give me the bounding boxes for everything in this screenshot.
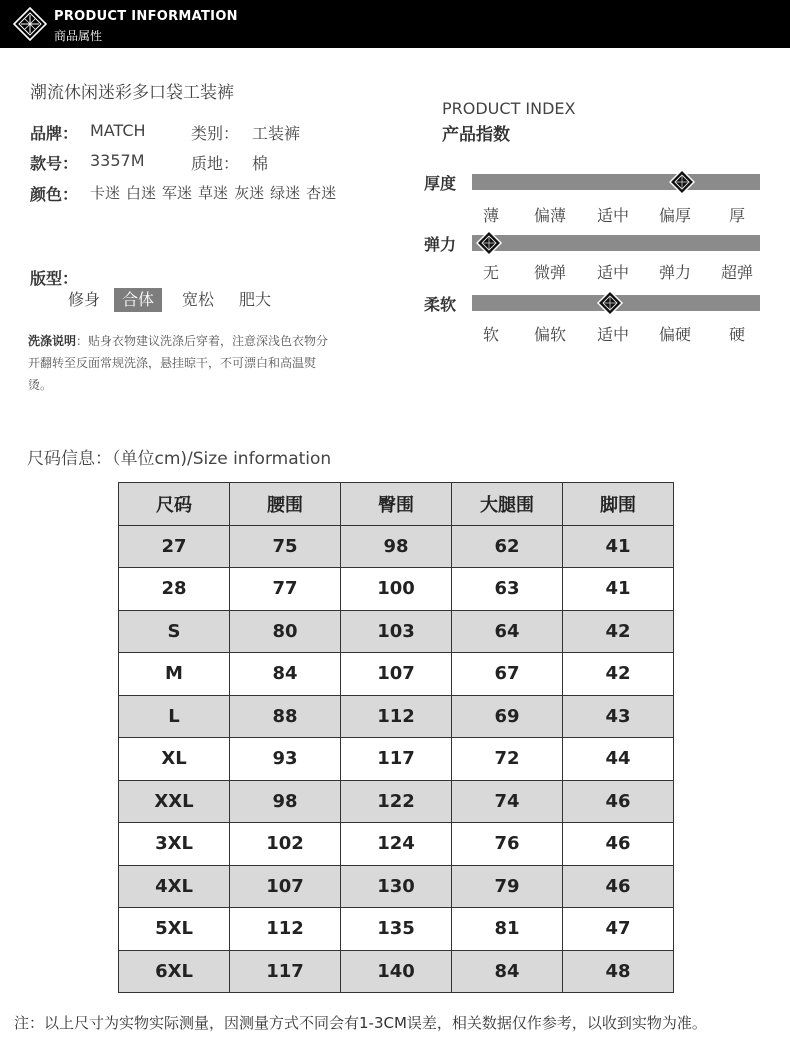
cell-thigh: 63 <box>452 568 563 611</box>
color-option: 草迷 <box>198 184 229 202</box>
cell-waist: 107 <box>230 865 341 908</box>
cell-waist: 88 <box>230 695 341 738</box>
index-tick-softness: 偏软 <box>533 325 566 344</box>
index-tick-softness: 硬 <box>728 325 745 344</box>
style-no-value: 3357M <box>90 151 145 170</box>
cell-thigh: 72 <box>452 738 563 781</box>
cell-leg-opening: 46 <box>563 865 674 908</box>
material-value: 棉 <box>252 154 269 173</box>
cell-thigh: 76 <box>452 823 563 866</box>
cell-leg-opening: 46 <box>563 823 674 866</box>
brand-value: MATCH <box>90 121 146 140</box>
cell-waist: 77 <box>230 568 341 611</box>
product-title: 潮流休闲迷彩多口袋工装裤 <box>30 83 234 103</box>
cell-waist: 84 <box>230 653 341 696</box>
cell-size: XXL <box>119 780 230 823</box>
color-option: 卡迷 <box>90 184 121 202</box>
index-tick-softness: 软 <box>482 325 499 344</box>
cell-thigh: 74 <box>452 780 563 823</box>
cell-hip: 100 <box>341 568 452 611</box>
cell-hip: 103 <box>341 610 452 653</box>
brand-label: 品牌： <box>30 124 79 143</box>
cell-hip: 124 <box>341 823 452 866</box>
cell-thigh: 69 <box>452 695 563 738</box>
care-text: ：贴身衣物建议洗涤后穿着，注意深浅色衣物分开翻转至反面常规洗涤，悬挂晾干，不可漂白和高温熨烫。 <box>28 334 329 392</box>
cell-size: 3XL <box>119 823 230 866</box>
index-label-elasticity: 弹力 <box>424 235 457 254</box>
size-table <box>118 482 674 993</box>
cell-thigh: 84 <box>452 950 563 993</box>
index-tick-softness: 适中 <box>596 325 629 344</box>
product-index-title-en: PRODUCT INDEX <box>442 99 576 118</box>
fit-option-oversize: 肥大 <box>239 290 272 309</box>
size-table-header-row <box>119 483 674 526</box>
index-tick-thickness: 适中 <box>596 206 629 225</box>
cell-hip: 117 <box>341 738 452 781</box>
cell-leg-opening: 48 <box>563 950 674 993</box>
table-row <box>119 738 674 781</box>
cell-thigh: 67 <box>452 653 563 696</box>
color-option: 灰迷 <box>234 184 265 202</box>
cell-size: L <box>119 695 230 738</box>
cell-waist: 112 <box>230 908 341 951</box>
care-title: 洗涤说明 <box>28 334 77 348</box>
size-info-title: 尺码信息：（单位cm)/Size information <box>27 449 332 469</box>
cell-thigh: 64 <box>452 610 563 653</box>
fit-option-regular-selected: 合体 <box>114 288 162 312</box>
cell-leg-opening: 42 <box>563 610 674 653</box>
header-size: 尺码 <box>119 483 230 526</box>
cell-thigh: 79 <box>452 865 563 908</box>
cell-hip: 98 <box>341 525 452 568</box>
header-thigh: 大腿围 <box>452 483 563 526</box>
cell-hip: 122 <box>341 780 452 823</box>
brand-logo-icon <box>13 7 47 41</box>
index-tick-elasticity: 适中 <box>596 263 629 282</box>
color-list <box>90 182 342 203</box>
index-marker-softness-icon <box>597 290 623 316</box>
color-option: 杏迷 <box>306 184 337 202</box>
index-bar-thickness <box>472 174 760 190</box>
cell-leg-opening: 47 <box>563 908 674 951</box>
table-row <box>119 823 674 866</box>
product-index-title-cn: 产品指数 <box>442 125 510 145</box>
index-tick-thickness: 厚 <box>728 206 745 225</box>
index-bar-elasticity <box>472 235 760 251</box>
cell-leg-opening: 43 <box>563 695 674 738</box>
cell-leg-opening: 41 <box>563 568 674 611</box>
care-instructions <box>28 330 338 396</box>
index-tick-elasticity: 超弹 <box>720 263 753 282</box>
header-title-en: PRODUCT INFORMATION <box>54 9 238 24</box>
cell-waist: 93 <box>230 738 341 781</box>
color-option: 白迷 <box>126 184 157 202</box>
category-label: 类别： <box>191 124 240 143</box>
table-row <box>119 908 674 951</box>
table-row <box>119 568 674 611</box>
table-row <box>119 695 674 738</box>
cell-thigh: 62 <box>452 525 563 568</box>
cell-leg-opening: 44 <box>563 738 674 781</box>
index-tick-softness: 偏硬 <box>658 325 691 344</box>
cell-size: 6XL <box>119 950 230 993</box>
cell-size: M <box>119 653 230 696</box>
cell-size: 27 <box>119 525 230 568</box>
cell-hip: 130 <box>341 865 452 908</box>
cell-waist: 80 <box>230 610 341 653</box>
index-tick-elasticity: 微弹 <box>533 263 566 282</box>
table-row <box>119 525 674 568</box>
cell-thigh: 81 <box>452 908 563 951</box>
header-waist: 腰围 <box>230 483 341 526</box>
cell-hip: 140 <box>341 950 452 993</box>
table-row <box>119 653 674 696</box>
cell-waist: 102 <box>230 823 341 866</box>
table-row <box>119 950 674 993</box>
index-marker-elasticity-icon <box>476 230 502 256</box>
cell-size: 4XL <box>119 865 230 908</box>
cell-size: XL <box>119 738 230 781</box>
cell-hip: 135 <box>341 908 452 951</box>
index-label-thickness: 厚度 <box>424 174 457 193</box>
header-bar <box>0 0 790 48</box>
header-title-cn: 商品属性 <box>54 29 103 43</box>
fit-option-loose: 宽松 <box>182 290 215 309</box>
fit-option-slim: 修身 <box>68 290 101 309</box>
index-tick-elasticity: 无 <box>482 263 499 282</box>
cell-hip: 112 <box>341 695 452 738</box>
index-tick-thickness: 偏厚 <box>658 206 691 225</box>
cell-size: S <box>119 610 230 653</box>
cell-size: 28 <box>119 568 230 611</box>
cell-leg-opening: 46 <box>563 780 674 823</box>
index-tick-thickness: 薄 <box>482 206 499 225</box>
table-row <box>119 780 674 823</box>
material-label: 质地： <box>191 154 240 173</box>
index-marker-thickness-icon <box>669 169 695 195</box>
cell-waist: 75 <box>230 525 341 568</box>
cell-leg-opening: 41 <box>563 525 674 568</box>
measurement-note: 注：以上尺寸为实物实际测量，因测量方式不同会有1-3CM误差，相关数据仅作参考，以收到实物为准。 <box>14 1014 707 1032</box>
index-tick-thickness: 偏薄 <box>533 206 566 225</box>
category-value: 工装裤 <box>252 124 301 143</box>
index-tick-elasticity: 弹力 <box>658 263 691 282</box>
table-row <box>119 610 674 653</box>
cell-hip: 107 <box>341 653 452 696</box>
style-no-label: 款号： <box>30 154 79 173</box>
fit-label: 版型： <box>30 269 79 288</box>
cell-waist: 117 <box>230 950 341 993</box>
color-option: 绿迷 <box>270 184 301 202</box>
index-label-softness: 柔软 <box>424 295 457 314</box>
header-hip: 臀围 <box>341 483 452 526</box>
cell-size: 5XL <box>119 908 230 951</box>
cell-waist: 98 <box>230 780 341 823</box>
table-row <box>119 865 674 908</box>
header-leg-opening: 脚围 <box>563 483 674 526</box>
cell-leg-opening: 42 <box>563 653 674 696</box>
color-option: 军迷 <box>162 184 193 202</box>
color-label: 颜色： <box>30 185 79 204</box>
